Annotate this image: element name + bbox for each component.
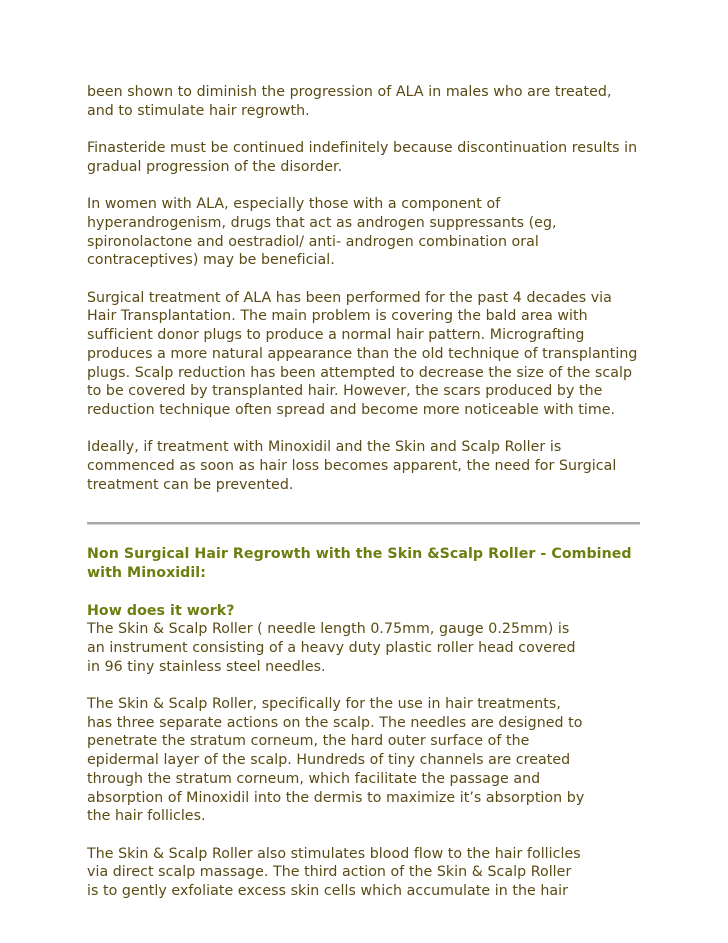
document-page [87, 83, 647, 901]
paragraph-finasteride-effect: been shown to diminish the progression of ALA in males who are treated, and to stimulate hair regrowth. [87, 84, 612, 119]
section-subheading: How does it work? [87, 602, 235, 619]
paragraph-surgical-treatment: Surgical treatment of ALA has been performed for the past 4 decades via Hair Transplantation. The main problem is covering the bald area with sufficient donor plugs to produce a normal hair pattern. Micrografting produces a more natural appearance than the old technique of transplanting plugs. Scalp reduction has been attempted to decrease the size of the scalp to be covered by transplanted hair. However, the scars produced by the reduction technique often spread and become more noticeable with time. [87, 289, 638, 418]
paragraph-ideal-treatment: Ideally, if treatment with Minoxidil and the Skin and Scalp Roller is commenced as soon as hair loss becomes apparent, the need for Surgical treatment can be prevented. [87, 439, 617, 493]
section-heading: Non Surgical Hair Regrowth with the Skin &Scalp Roller - Combined with Minoxidil: [87, 546, 632, 582]
section-divider [87, 522, 640, 525]
paragraph-roller-blood-flow: The Skin & Scalp Roller also stimulates blood flow to the hair follicles via direct scalp massage. The third action of the Skin & Scalp Roller is to gently exfoliate excess skin cells which accumulate in the hair [87, 845, 581, 900]
paragraph-roller-actions: The Skin & Scalp Roller, specifically for the use in hair treatments, has three separate actions on the scalp. The needles are designed to penetrate the stratum corneum, the hard outer surface of the epidermal layer of the scalp. Hundreds of tiny channels are created through the stratum corneum, which facilitate the passage and absorption of Minoxidil into the dermis to maximize it’s absorption by the hair follicles. [87, 696, 585, 825]
paragraph-finasteride-continuation: Finasteride must be continued indefinitely because discontinuation results in gradual progression of the disorder. [87, 140, 638, 175]
paragraph-women-ala: In women with ALA, especially those with a component of hyperandrogenism, drugs that act as androgen suppressants (eg, spironolactone and oestradiol/ anti- androgen combination oral contraceptives) may be beneficial. [87, 196, 557, 269]
paragraph-roller-description: The Skin & Scalp Roller ( needle length 0.75mm, gauge 0.25mm) is an instrument consisting of a heavy duty plastic roller head covered in 96 tiny stainless steel needles. [87, 621, 576, 675]
